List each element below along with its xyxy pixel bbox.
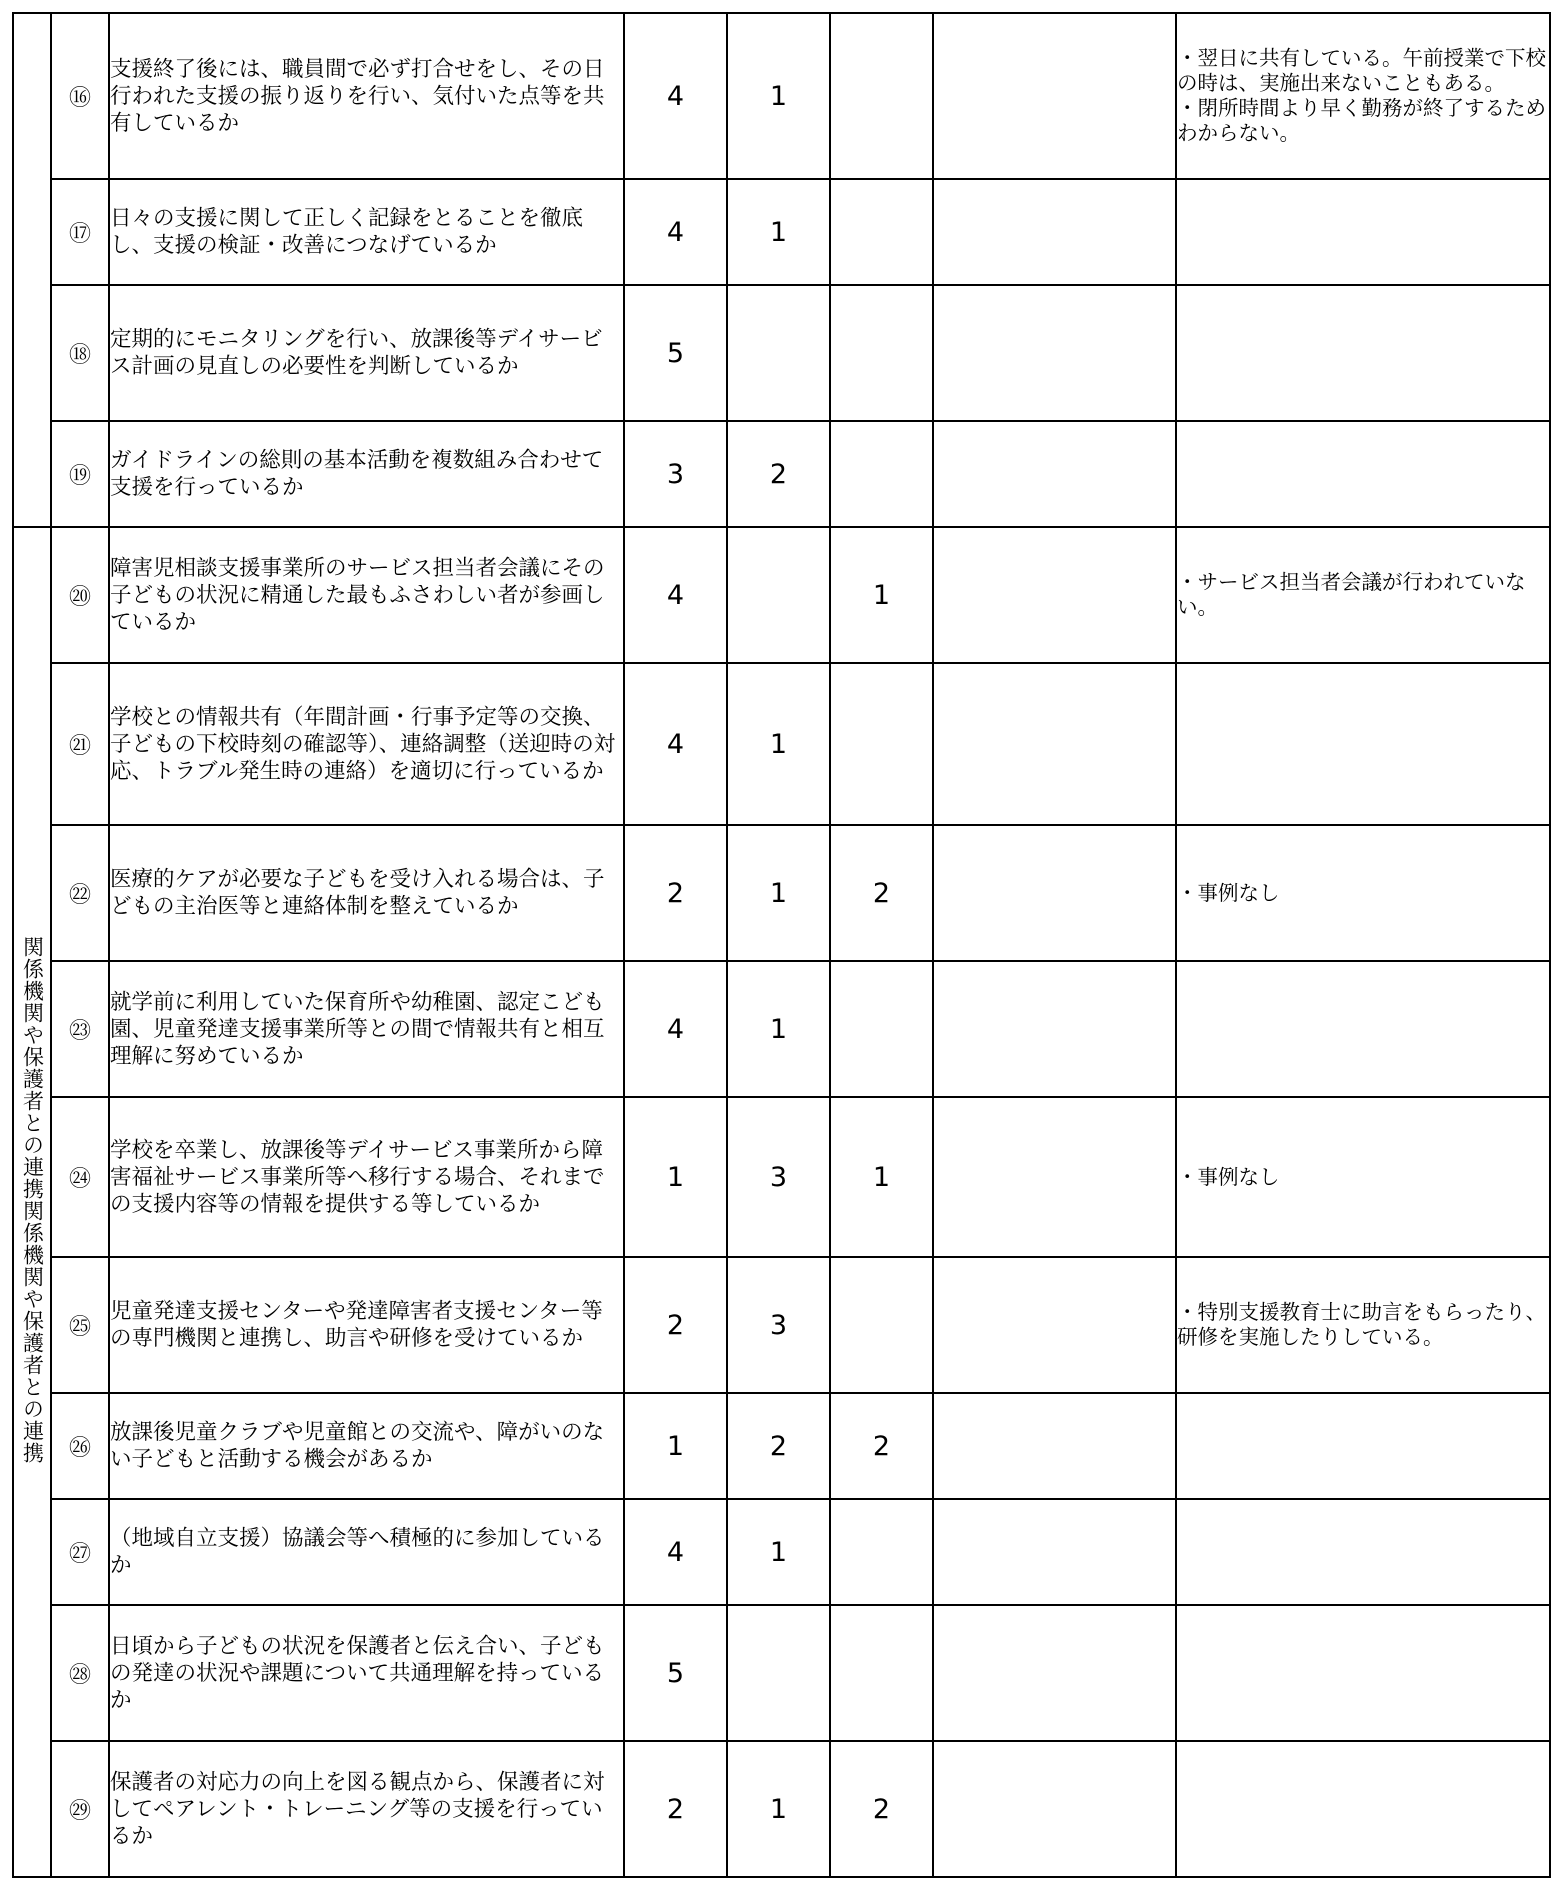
count-no — [830, 421, 933, 527]
count-partial: 1 — [727, 13, 830, 179]
item-number: ㉗ — [51, 1499, 109, 1605]
comment-cell — [1176, 285, 1550, 421]
improvement-cell — [933, 1605, 1176, 1741]
item-number: ㉙ — [51, 1741, 109, 1877]
count-no: 2 — [830, 825, 933, 961]
comment-cell — [1176, 663, 1550, 825]
count-yes: 4 — [624, 179, 727, 285]
item-number: ⑳ — [51, 527, 109, 663]
count-yes: 2 — [624, 1257, 727, 1393]
item-question: 支援終了後には、職員間で必ず打合せをし、その日行われた支援の振り返りを行い、気付いた点等を共有しているか — [109, 13, 624, 179]
comment-text: ・事例なし — [1177, 880, 1280, 905]
table-row — [13, 1097, 1550, 1257]
table-row — [13, 285, 1550, 421]
comment-text: ・翌日に共有している。午前授業で下校の時は、実施出来ないこともある。 ・閉所時間より早く勤務が終了するためわからない。 — [1177, 46, 1546, 145]
improvement-cell — [933, 961, 1176, 1097]
count-yes: 5 — [624, 1605, 727, 1741]
count-partial: 1 — [727, 179, 830, 285]
comment-cell — [1176, 961, 1550, 1097]
item-number: ⑲ — [51, 421, 109, 527]
count-no: 1 — [830, 527, 933, 663]
table-row — [13, 961, 1550, 1097]
comment-text: ・サービス担当者会議が行われていない。 — [1177, 570, 1526, 619]
count-partial — [727, 285, 830, 421]
count-no: 2 — [830, 1741, 933, 1877]
comment-cell — [1176, 1499, 1550, 1605]
improvement-cell — [933, 1257, 1176, 1393]
improvement-cell — [933, 527, 1176, 663]
count-partial: 1 — [727, 1741, 830, 1877]
count-no — [830, 179, 933, 285]
count-yes: 5 — [624, 285, 727, 421]
item-question: 医療的ケアが必要な子どもを受け入れる場合は、子どもの主治医等と連絡体制を整えているか — [109, 825, 624, 961]
count-partial: 1 — [727, 1499, 830, 1605]
item-question: 学校を卒業し、放課後等デイサービス事業所から障害福祉サービス事業所等へ移行する場合、それまでの支援内容等の情報を提供する等しているか — [109, 1097, 624, 1257]
improvement-cell — [933, 421, 1176, 527]
item-question: 定期的にモニタリングを行い、放課後等デイサービス計画の見直しの必要性を判断しているか — [109, 285, 624, 421]
table-row — [13, 527, 1550, 663]
improvement-cell — [933, 13, 1176, 179]
table-row — [13, 13, 1550, 179]
item-number: ㉔ — [51, 1097, 109, 1257]
count-no — [830, 1605, 933, 1741]
item-question: 児童発達支援センターや発達障害者支援センター等の専門機関と連携し、助言や研修を受けているか — [109, 1257, 624, 1393]
count-partial: 1 — [727, 961, 830, 1097]
item-number: ㉑ — [51, 663, 109, 825]
count-yes: 1 — [624, 1393, 727, 1499]
comment-cell — [1176, 13, 1550, 179]
count-partial: 2 — [727, 1393, 830, 1499]
item-question: 保護者の対応力の向上を図る観点から、保護者に対してペアレント・トレーニング等の支援を行っているか — [109, 1741, 624, 1877]
category-label: 関係機関や保護者との連携関係機関や保護者との連携 — [20, 936, 45, 1464]
count-partial — [727, 527, 830, 663]
item-number: ㉘ — [51, 1605, 109, 1741]
count-no — [830, 663, 933, 825]
improvement-cell — [933, 1393, 1176, 1499]
category-cell-top — [13, 13, 51, 527]
improvement-cell — [933, 285, 1176, 421]
comment-cell — [1176, 527, 1550, 663]
count-yes: 2 — [624, 1741, 727, 1877]
item-question: 就学前に利用していた保育所や幼稚園、認定こども園、児童発達支援事業所等との間で情報共有と相互理解に努めているか — [109, 961, 624, 1097]
count-yes: 3 — [624, 421, 727, 527]
table-row — [13, 1605, 1550, 1741]
item-number: ㉖ — [51, 1393, 109, 1499]
item-number: ㉕ — [51, 1257, 109, 1393]
improvement-cell — [933, 663, 1176, 825]
item-question: ガイドラインの総則の基本活動を複数組み合わせて支援を行っているか — [109, 421, 624, 527]
comment-cell — [1176, 1257, 1550, 1393]
count-partial: 1 — [727, 825, 830, 961]
count-partial: 3 — [727, 1257, 830, 1393]
item-number: ⑰ — [51, 179, 109, 285]
count-no: 2 — [830, 1393, 933, 1499]
item-question: 放課後児童クラブや児童館との交流や、障がいのない子どもと活動する機会があるか — [109, 1393, 624, 1499]
count-no — [830, 1499, 933, 1605]
improvement-cell — [933, 825, 1176, 961]
count-yes: 2 — [624, 825, 727, 961]
improvement-cell — [933, 1097, 1176, 1257]
comment-cell — [1176, 1741, 1550, 1877]
table-row — [13, 179, 1550, 285]
count-no — [830, 13, 933, 179]
evaluation-table — [12, 12, 1551, 1878]
item-number: ⑱ — [51, 285, 109, 421]
table-row — [13, 421, 1550, 527]
comment-cell — [1176, 1605, 1550, 1741]
improvement-cell — [933, 1499, 1176, 1605]
count-yes: 4 — [624, 961, 727, 1097]
comment-cell — [1176, 1097, 1550, 1257]
count-no: 1 — [830, 1097, 933, 1257]
item-question: （地域自立支援）協議会等へ積極的に参加しているか — [109, 1499, 624, 1605]
count-yes: 4 — [624, 13, 727, 179]
category-cell — [13, 527, 51, 1877]
item-number: ⑯ — [51, 13, 109, 179]
comment-cell — [1176, 1393, 1550, 1499]
item-number: ㉓ — [51, 961, 109, 1097]
comment-cell — [1176, 179, 1550, 285]
count-yes: 4 — [624, 527, 727, 663]
table-row — [13, 1393, 1550, 1499]
table-row — [13, 1257, 1550, 1393]
comment-text: ・特別支援教育士に助言をもらったり、研修を実施したりしている。 — [1177, 1300, 1546, 1349]
improvement-cell — [933, 179, 1176, 285]
count-no — [830, 961, 933, 1097]
item-question: 学校との情報共有（年間計画・行事予定等の交換、子どもの下校時刻の確認等）、連絡調整（送迎時の対応、トラブル発生時の連絡）を適切に行っているか — [109, 663, 624, 825]
improvement-cell — [933, 1741, 1176, 1877]
count-yes: 4 — [624, 1499, 727, 1605]
comment-cell — [1176, 421, 1550, 527]
comment-cell — [1176, 825, 1550, 961]
table-row — [13, 825, 1550, 961]
count-no — [830, 1257, 933, 1393]
item-number: ㉒ — [51, 825, 109, 961]
count-no — [830, 285, 933, 421]
table-row — [13, 1499, 1550, 1605]
comment-text: ・事例なし — [1177, 1164, 1280, 1189]
item-question: 日々の支援に関して正しく記録をとることを徹底し、支援の検証・改善につなげているか — [109, 179, 624, 285]
item-question: 障害児相談支援事業所のサービス担当者会議にその子どもの状況に精通した最もふさわしい者が参画しているか — [109, 527, 624, 663]
count-yes: 1 — [624, 1097, 727, 1257]
table-row — [13, 663, 1550, 825]
count-partial: 1 — [727, 663, 830, 825]
table-row — [13, 1741, 1550, 1877]
count-partial: 3 — [727, 1097, 830, 1257]
item-question: 日頃から子どもの状況を保護者と伝え合い、子どもの発達の状況や課題について共通理解を持っているか — [109, 1605, 624, 1741]
count-partial: 2 — [727, 421, 830, 527]
count-partial — [727, 1605, 830, 1741]
count-yes: 4 — [624, 663, 727, 825]
